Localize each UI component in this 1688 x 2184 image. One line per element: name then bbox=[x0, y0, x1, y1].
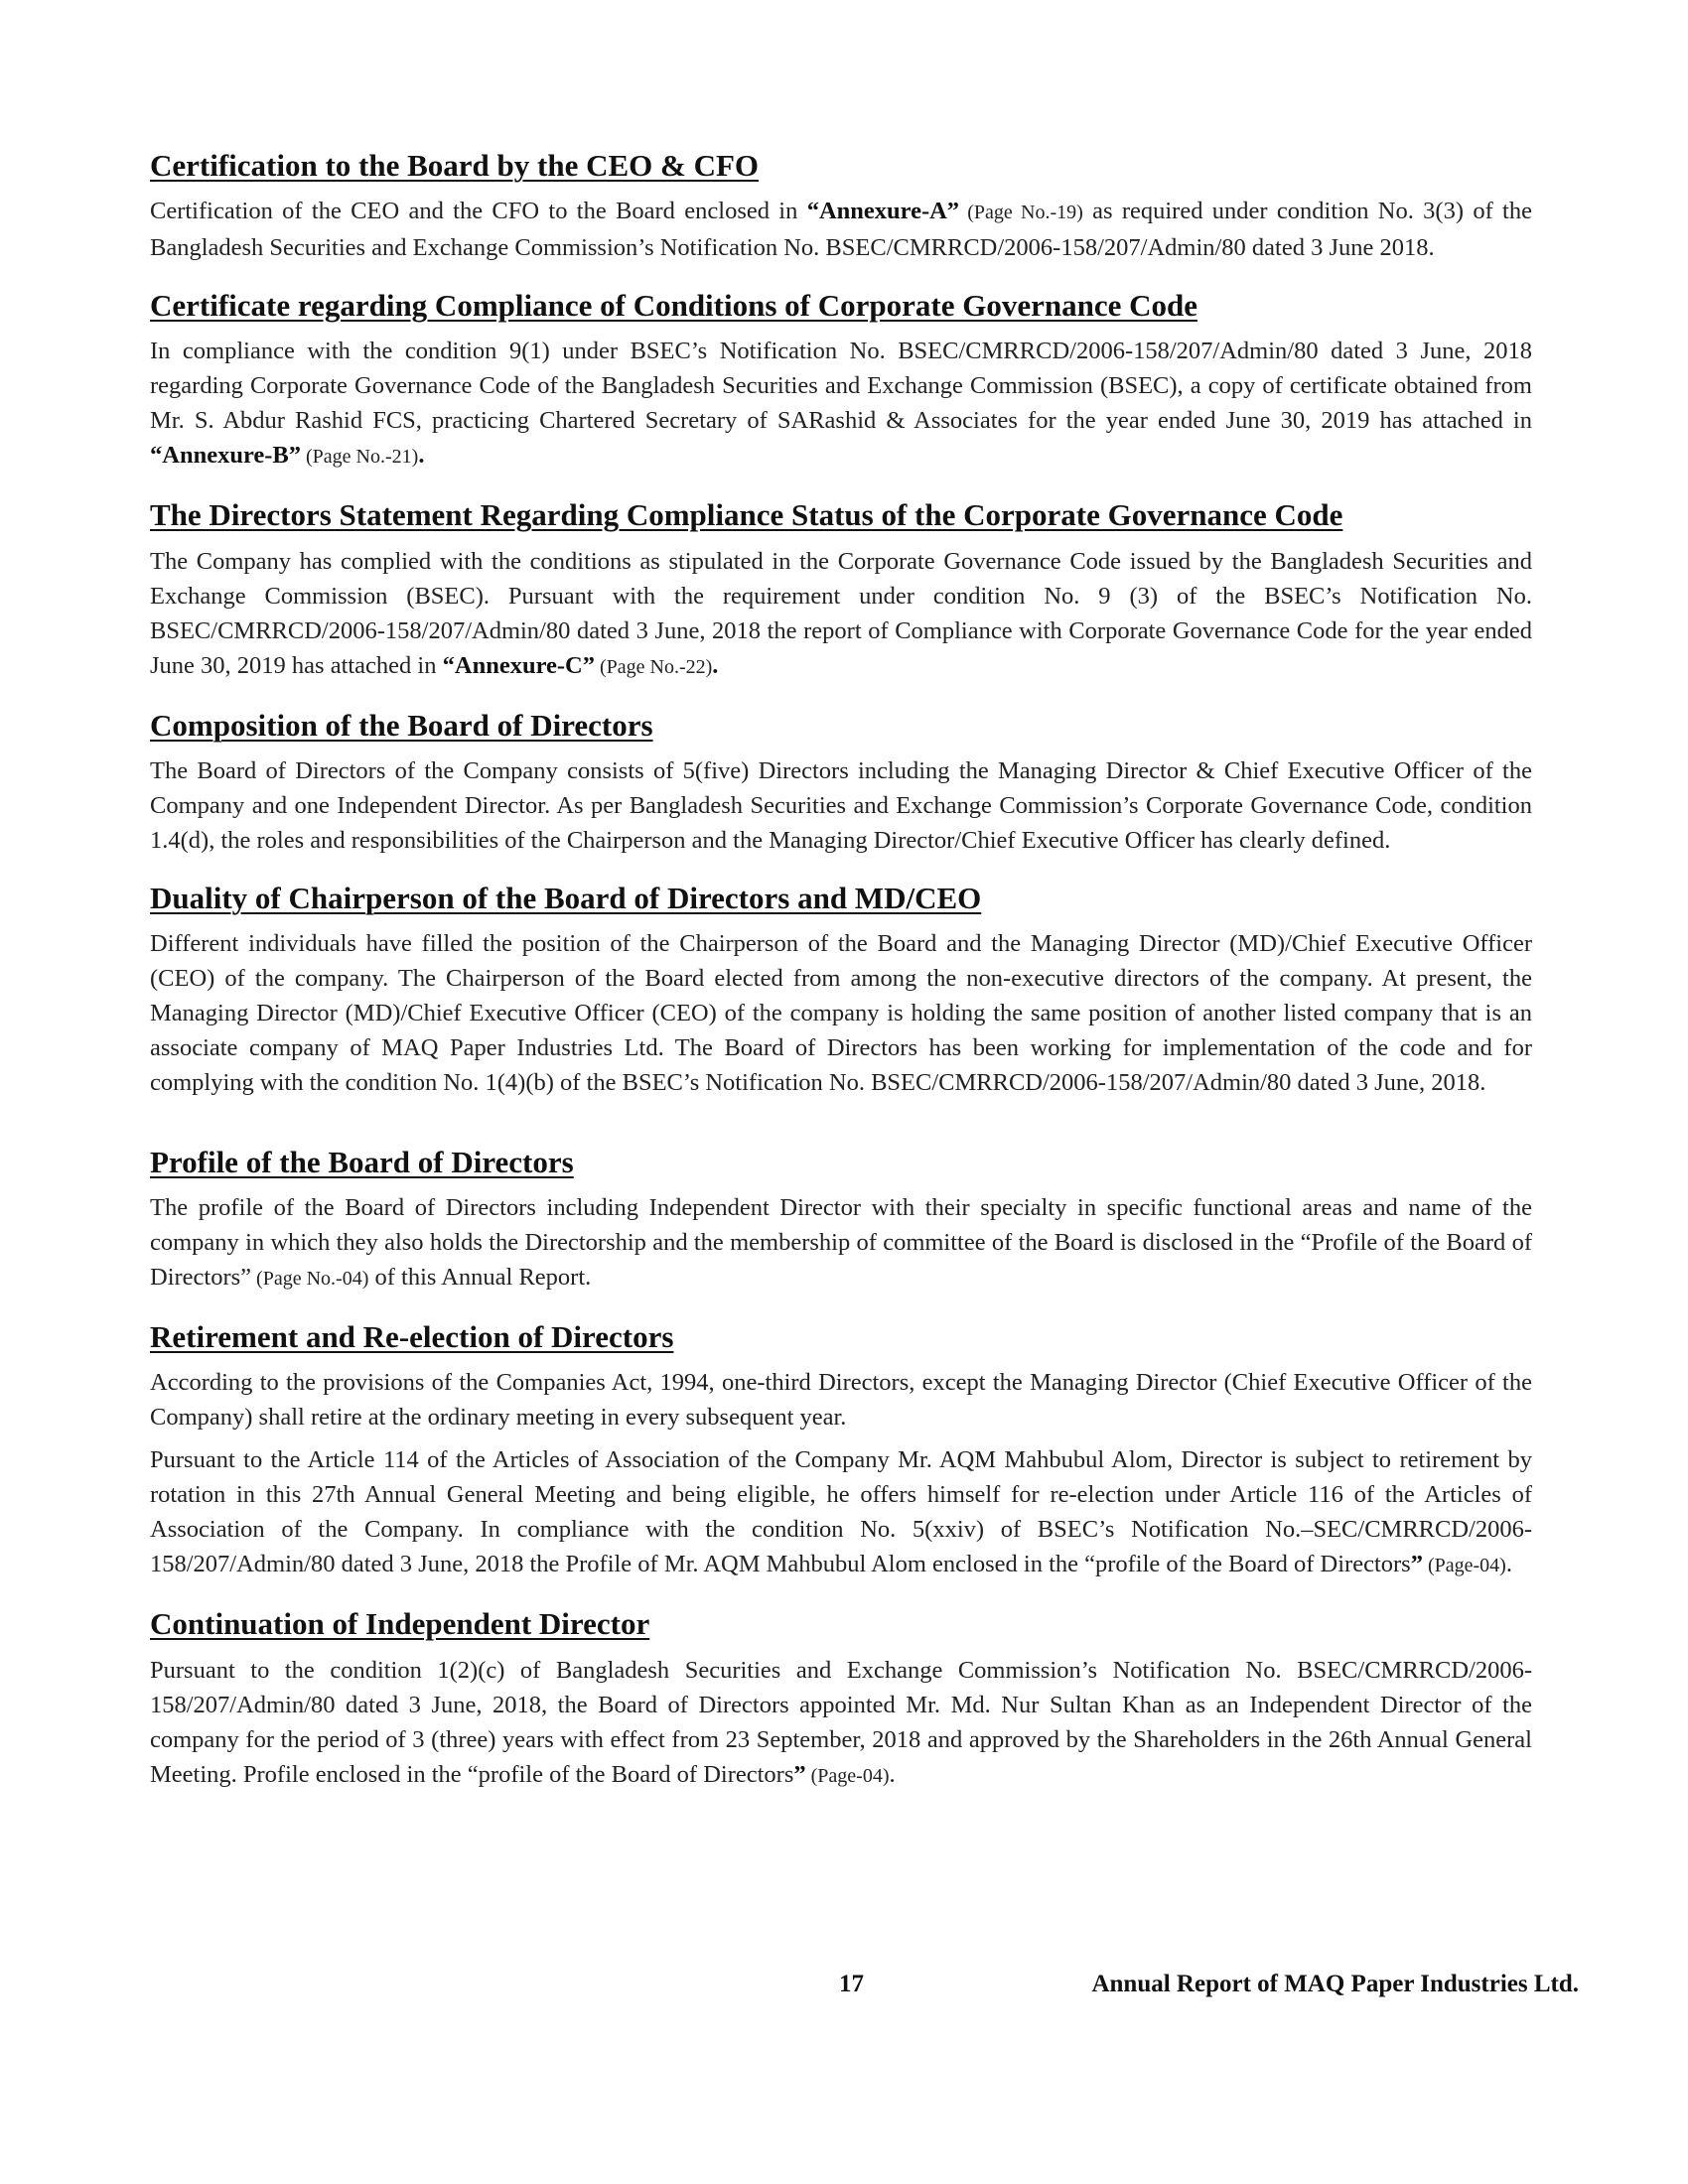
section-retirement-reelection bbox=[150, 1318, 1532, 1583]
paragraph-text: The Company has complied with the conditions as stipulated in the Corporate Governance Code issued by the Bangladesh Securities and Exchange Commission (BSEC). Pursuant with the requirement under condition No. 9 (3) of the BSEC’s Notification No. BSEC/CMRRCD/2006-158/207/Admin/80 dated 3 June, 2018 the report of Compliance with Corporate Governance Code for the year ended June 30, 2019 has attached in bbox=[150, 547, 1532, 679]
section-paragraph bbox=[150, 334, 1532, 475]
paragraph-text: Pursuant to the condition 1(2)(c) of Bangladesh Securities and Exchange Commission’s Notification No. BSEC/CMRRCD/2006-158/207/Admin/80 dated 3 June, 2018, the Board of Directors appointed Mr. Md. Nur Sultan Khan as an Independent Director of the company for the period of 3 (three) years with effect from 23 September, 2018 and approved by the Shareholders in the 26th Annual General Meeting. Profile enclosed in the “profile of the Board of Directors bbox=[150, 1656, 1532, 1788]
section-heading: Duality of Chairperson of the Board of Directors and MD/CEO bbox=[150, 880, 982, 915]
paragraph-text: ” bbox=[1410, 1551, 1423, 1578]
paragraph-text: The profile of the Board of Directors including Independent Director with their specialty in specific functional areas and name of the company in which they also holds the Directorship and the membership of committee of the Board is disclosed in the “Profile of the Board of Directors” bbox=[150, 1194, 1532, 1292]
paragraph-text: as required under condition No. 3(3) of the Bangladesh Securities and Exchange Commission’s Notification No. BSEC/CMRRCD/2006-158/207/Admin/80 dated 3 June 2018. bbox=[150, 198, 1532, 262]
page-reference: (Page No.-04) bbox=[251, 1268, 369, 1291]
section-heading: Continuation of Independent Director bbox=[150, 1606, 650, 1642]
report-title: Annual Report of MAQ Paper Industries Ltd. bbox=[1091, 1971, 1579, 1997]
section-chairperson-duality bbox=[150, 880, 1532, 1100]
annexure-reference: “Annexure-B” bbox=[150, 442, 302, 470]
section-independent-director bbox=[150, 1605, 1532, 1793]
page-reference: (Page No.-22) bbox=[594, 655, 713, 678]
section-board-profile bbox=[150, 1144, 1532, 1297]
page-reference: (Page-04) bbox=[1422, 1555, 1506, 1577]
annexure-reference: “Annexure-C” bbox=[442, 651, 595, 679]
paragraph-text: In compliance with the condition 9(1) under BSEC’s Notification No. BSEC/CMRRCD/2006-158/207/Admin/80 dated 3 June, 2018 regarding Corporate Governance Code of the Bangladesh Securities and Exchange Commission (BSEC), a copy of certificate obtained from Mr. S. Abdur Rashid FCS, practicing Chartered Secretary of SARashid & Associates for the year ended June 30, 2019 has attached in bbox=[150, 338, 1532, 435]
paragraph-text: of this Annual Report. bbox=[368, 1264, 592, 1292]
section-paragraph bbox=[150, 544, 1532, 685]
section-paragraph bbox=[150, 1190, 1532, 1297]
section-paragraph bbox=[150, 1653, 1532, 1794]
document-body bbox=[150, 147, 1532, 1816]
section-paragraph bbox=[150, 1442, 1532, 1583]
page-reference: (Page No.-21) bbox=[301, 446, 419, 469]
paragraph-text: . bbox=[418, 442, 425, 470]
paragraph-text: ” bbox=[793, 1760, 806, 1788]
section-heading: Profile of the Board of Directors bbox=[150, 1144, 574, 1179]
section-heading: Composition of the Board of Directors bbox=[150, 707, 653, 743]
paragraph-text: . bbox=[889, 1760, 896, 1788]
section-heading: Certification to the Board by the CEO & CFO bbox=[150, 148, 760, 183]
paragraph-text: . bbox=[1505, 1551, 1512, 1578]
paragraph-text: . bbox=[712, 651, 719, 679]
annexure-reference: “Annexure-A” bbox=[806, 198, 960, 225]
paragraph-text: Pursuant to the Article 114 of the Articles of Association of the Company Mr. AQM Mahbubul Alom, Director is subject to retirement by rotation in this 27th Annual General Meeting and being eligible, he offers himself for re-election under Article 116 of the Articles of Association of the Company. In compliance with the condition No. 5(xxiv) of BSEC’s Notification No.–SEC/CMRRCD/2006-158/207/Admin/80 dated 3 June, 2018 the Profile of Mr. AQM Mahbubul Alom enclosed in the “profile of the Board of Directors bbox=[150, 1446, 1532, 1578]
section-paragraph bbox=[150, 194, 1532, 265]
section-paragraph: The Board of Directors of the Company consists of 5(five) Directors including the Managing Director & Chief Executive Officer of the Company and one Independent Director. As per Bangladesh Securities and Exchange Commission’s Corporate Governance Code, condition 1.4(d), the roles and responsibilities of the Chairperson and the Managing Director/Chief Executive Officer has clearly defined. bbox=[150, 756, 1532, 854]
section-ceo-cfo-certification bbox=[150, 147, 1532, 265]
section-paragraph: According to the provisions of the Companies Act, 1994, one-third Directors, except the Managing Director (Chief Executive Officer of the Company) shall retire at the ordinary meeting in every subsequent year. bbox=[150, 1369, 1532, 1432]
section-directors-statement bbox=[150, 496, 1532, 684]
section-board-composition bbox=[150, 707, 1532, 858]
section-heading: Retirement and Re-election of Directors bbox=[150, 1319, 674, 1355]
paragraph-text: Certification of the CEO and the CFO to the Board enclosed in bbox=[150, 198, 807, 225]
section-cgc-certificate bbox=[150, 287, 1532, 475]
page-number: 17 bbox=[839, 1971, 864, 1997]
page-reference: (Page No.-19) bbox=[959, 202, 1083, 224]
page-reference: (Page-04) bbox=[805, 1764, 890, 1787]
section-heading: The Directors Statement Regarding Compliance Status of the Corporate Governance Code bbox=[150, 497, 1343, 533]
page-footer bbox=[0, 1971, 1688, 2010]
section-paragraph: Different individuals have filled the position of the Chairperson of the Board and the Managing Director (MD)/Chief Executive Officer (CEO) of the company. The Chairperson of the Board elected from among the non-executive directors of the company. At present, the Managing Director (MD)/Chief Executive Officer (CEO) of the company is holding the same position of another listed company that is an associate company of MAQ Paper Industries Ltd. The Board of Directors has been working for implementation of the code and for complying with the condition No. 1(4)(b) of the BSEC’s Notification No. BSEC/CMRRCD/2006-158/207/Admin/80 dated 3 June, 2018. bbox=[150, 929, 1532, 1096]
section-heading: Certificate regarding Compliance of Conditions of Corporate Governance Code bbox=[150, 288, 1197, 324]
